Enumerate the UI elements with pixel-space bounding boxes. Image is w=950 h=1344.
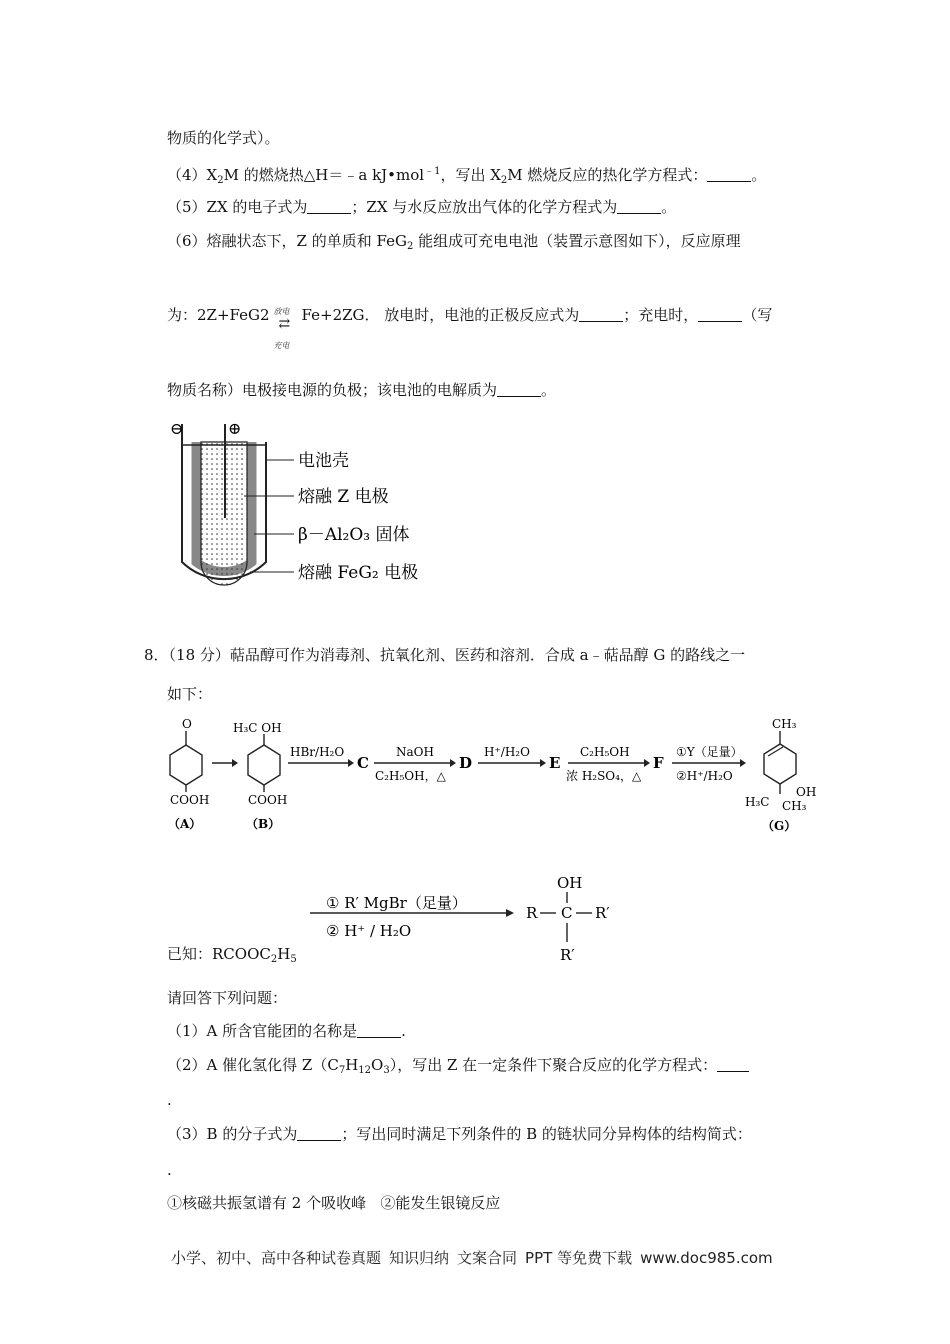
g-oh: OH bbox=[796, 785, 817, 799]
known-r-prime-right: R′ bbox=[595, 904, 610, 922]
label-molten-feg2: 熔融 FeG₂ 电极 bbox=[298, 563, 419, 583]
answer-blank bbox=[297, 1126, 341, 1141]
footer-text-a: 小学、初中、高中各种试卷真题 bbox=[171, 1249, 382, 1267]
q5-text-c: 。 bbox=[661, 198, 677, 216]
q6c-text-b: 。 bbox=[541, 381, 557, 399]
label-molten-z: 熔融 Z 电极 bbox=[298, 487, 389, 507]
a3-text-b: ；写出同时满足下列条件的 B 的链状同分异构体的结构简式： bbox=[341, 1125, 752, 1143]
arrow-charge-label: 充电 bbox=[273, 341, 290, 350]
reagent-4-top: C₂H₅OH bbox=[580, 745, 630, 759]
question-8-1 bbox=[167, 1021, 406, 1041]
q6-text-b: 能组成可充电电池（装置示意图如下），反应原理 bbox=[413, 232, 741, 250]
question-5 bbox=[167, 197, 676, 217]
q6-text-a: （6）熔融状态下，Z 的单质和 FeG bbox=[167, 232, 407, 250]
question-6-end bbox=[167, 380, 556, 400]
footer-text-b: 知识归纳 bbox=[389, 1249, 450, 1267]
q5-text-b: ；ZX 与水反应放出气体的化学方程式为 bbox=[351, 198, 618, 216]
question-6-reaction bbox=[167, 305, 773, 350]
answer-blank bbox=[717, 1057, 749, 1072]
condition-1: ①核磁共振氢谱有 2 个吸收峰 bbox=[167, 1194, 367, 1212]
minus-icon: ⊖ bbox=[170, 419, 184, 438]
label-g: （G） bbox=[762, 819, 797, 833]
question-6 bbox=[167, 231, 741, 257]
a2-text-a: （2）A 催化氢化得 Z（C bbox=[167, 1056, 339, 1074]
label-shell: 电池壳 bbox=[298, 451, 349, 471]
a-ketone-o: O bbox=[182, 717, 192, 731]
known-prefix-text: 已知：RCOOC bbox=[167, 945, 271, 963]
q4-sub-2: 2 bbox=[500, 175, 508, 186]
compound-d: D bbox=[459, 754, 473, 772]
label-a: （A） bbox=[168, 817, 202, 831]
answer-blank bbox=[497, 382, 541, 397]
reversible-arrow-icon: ⇄ bbox=[278, 316, 291, 332]
reversible-arrow bbox=[271, 307, 301, 350]
a-cooh: COOH bbox=[170, 793, 210, 807]
question-8-3 bbox=[167, 1124, 752, 1144]
g-h3c: H₃C bbox=[745, 795, 770, 809]
reagent-3: H⁺/H₂O bbox=[484, 745, 530, 759]
q4-sup: ﹣1 bbox=[424, 166, 441, 177]
answer-blank bbox=[357, 1023, 401, 1038]
a2-text-d: ），写出 Z 在一定条件下聚合反应的化学方程式： bbox=[389, 1056, 718, 1074]
question-8-b: 如下： bbox=[167, 685, 213, 703]
known-sub-2: 2 bbox=[270, 954, 278, 965]
reagent-1: HBr/H₂O bbox=[290, 745, 345, 759]
reagent-5-bottom: ②H⁺/H₂O bbox=[676, 769, 733, 783]
q6b-text-a: 为：2Z+FeG2 bbox=[167, 306, 270, 324]
answer-blank bbox=[617, 199, 661, 214]
question-8-3-end: . bbox=[167, 1161, 172, 1179]
arrow-discharge-label: 放电 bbox=[273, 307, 290, 316]
b-cooh: COOH bbox=[248, 793, 288, 807]
q4-text-e: 。 bbox=[751, 166, 767, 184]
g-ch3-bottom: CH₃ bbox=[782, 799, 807, 813]
a2-sub-7: 7 bbox=[338, 1065, 346, 1076]
condition-2: ②能发生银镜反应 bbox=[380, 1194, 501, 1212]
known-reagent-top: ① R′ MgBr（足量） bbox=[326, 894, 467, 912]
a2-o: O bbox=[371, 1056, 384, 1074]
compound-e: E bbox=[549, 754, 561, 772]
footer-text-c: 文案合同 bbox=[457, 1249, 518, 1267]
answer-blank bbox=[707, 167, 751, 182]
q4-text-d: M 燃烧反应的热化学方程式： bbox=[507, 166, 708, 184]
q4-text-b: M 的燃烧热△H＝﹣a kJ•mol bbox=[223, 166, 425, 184]
q6b-text-d: （写 bbox=[742, 306, 773, 324]
q4-sub: 2 bbox=[217, 175, 224, 186]
battery-diagram bbox=[160, 412, 440, 622]
page-footer bbox=[171, 1247, 781, 1268]
synthesis-route bbox=[160, 712, 840, 842]
question-8: 8．（18 分）萜品醇可作为消毒剂、抗氧化剂、医药和溶剂．合成 a﹣萜品醇 G 的路线之一 bbox=[144, 646, 746, 664]
reagent-2-top: NaOH bbox=[396, 745, 434, 759]
g-ch3-top: CH₃ bbox=[772, 717, 797, 731]
a2-sub-12: 12 bbox=[358, 1065, 372, 1076]
q6c-text-a: 物质名称）电极接电源的负极；该电池的电解质为 bbox=[167, 381, 498, 399]
a2-sub-3: 3 bbox=[383, 1065, 390, 1076]
question-8-2 bbox=[167, 1055, 749, 1081]
ring-a bbox=[170, 745, 202, 785]
ring-g bbox=[764, 744, 796, 784]
ring-b bbox=[248, 745, 280, 785]
footer-url[interactable]: www.doc985.com bbox=[640, 1249, 773, 1267]
known-sub-5: 5 bbox=[290, 954, 297, 965]
q6b-text-b: Fe+2ZG． 放电时，电池的正极反应式为 bbox=[301, 306, 580, 324]
reagent-4-bottom: 浓 H₂SO₄，△ bbox=[566, 769, 642, 783]
question-8-2-end: . bbox=[167, 1091, 172, 1109]
known-r-prime-down: R′ bbox=[560, 946, 575, 964]
q6b-text-c: ；充电时， bbox=[623, 306, 699, 324]
known-r: R bbox=[526, 904, 538, 922]
answer-blank bbox=[307, 199, 351, 214]
footer-text-d: PPT 等免费下载 bbox=[525, 1249, 633, 1267]
answer-intro: 请回答下列问题： bbox=[167, 989, 288, 1007]
a1-end: . bbox=[401, 1022, 406, 1040]
label-b: （B） bbox=[246, 817, 281, 831]
known-h: H bbox=[277, 945, 291, 963]
compound-c: C bbox=[357, 754, 369, 772]
compound-f: F bbox=[653, 754, 664, 772]
reagent-5-top: ①Y（足量） bbox=[676, 745, 743, 759]
known-oh: OH bbox=[557, 874, 583, 892]
plus-icon: ⊕ bbox=[228, 419, 242, 438]
answer-blank bbox=[698, 307, 742, 322]
answer-blank bbox=[579, 307, 623, 322]
reagent-2-bottom: C₂H₅OH，△ bbox=[375, 769, 446, 783]
continuation-line: 物质的化学式）。 bbox=[167, 129, 280, 147]
known-reaction bbox=[300, 870, 640, 970]
a3-text-a: （3）B 的分子式为 bbox=[167, 1125, 298, 1143]
a1-text: （1）A 所含官能团的名称是 bbox=[167, 1022, 358, 1040]
conditions bbox=[167, 1193, 500, 1213]
b-top-groups: H₃C OH bbox=[233, 721, 282, 735]
question-4 bbox=[167, 162, 766, 191]
label-solid-electrolyte: β－Al₂O₃ 固体 bbox=[298, 525, 410, 545]
known-prefix bbox=[167, 944, 297, 970]
q4-text-a: （4）X bbox=[167, 166, 218, 184]
q5-text-a: （5）ZX 的电子式为 bbox=[167, 198, 308, 216]
a2-h: H bbox=[345, 1056, 359, 1074]
known-reagent-bottom: ② H⁺ / H₂O bbox=[326, 922, 412, 940]
q4-text-c: ，写出 X bbox=[440, 166, 501, 184]
q6-sub: 2 bbox=[406, 241, 414, 252]
known-c: C bbox=[561, 904, 573, 922]
